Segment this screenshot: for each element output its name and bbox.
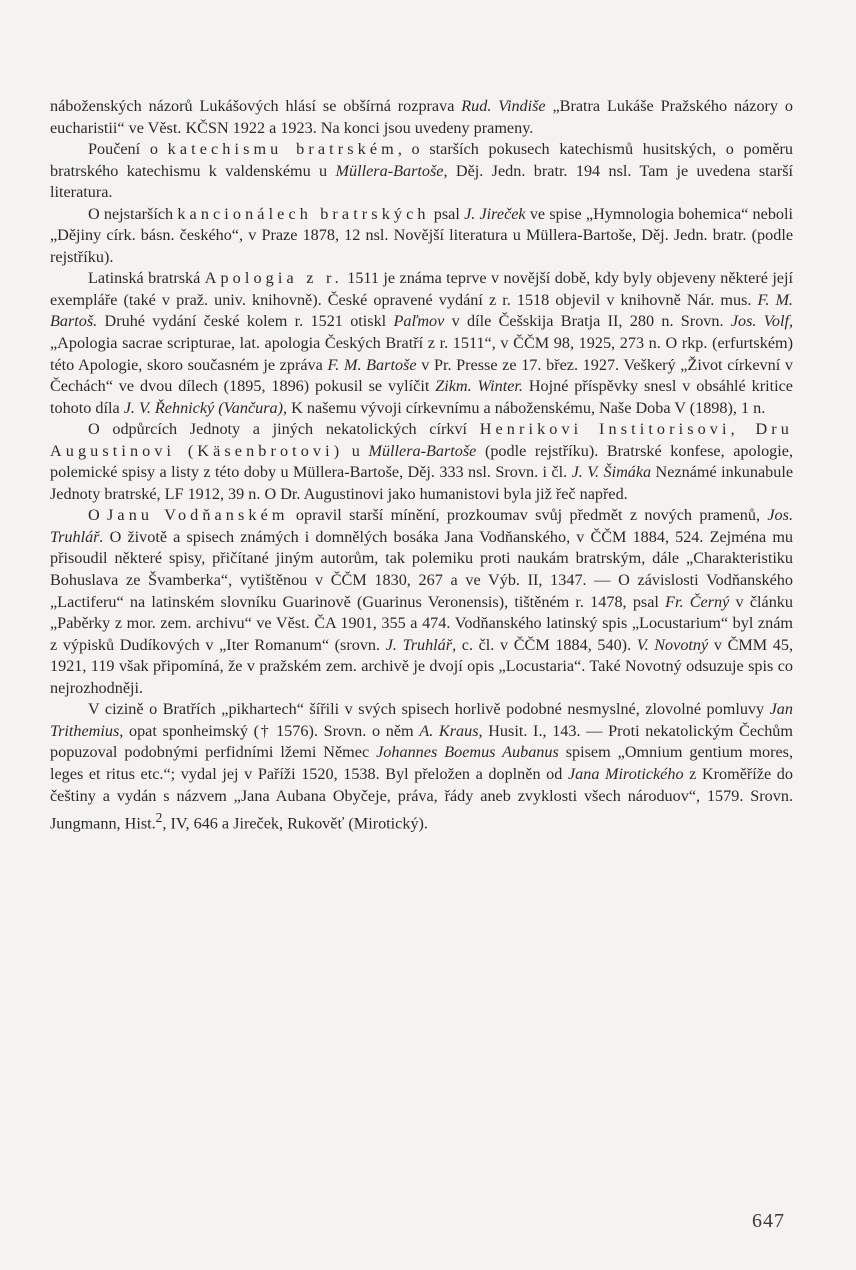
italic-text: Paľmov [393, 312, 445, 331]
text-run: Poučení o [88, 140, 168, 159]
italic-text: J. V. Řehnický (Vančura), [123, 398, 288, 417]
italic-text: Jan Trithemius, [50, 700, 793, 740]
italic-text: A. Kraus, [419, 721, 483, 740]
text-run: v díle Češskija Bratja II, 280 n. Srovn. [444, 312, 731, 331]
text-run: , o starších pokusech katechismů husitských, o poměru bratrského katechismu k valdenskému u [50, 140, 793, 180]
text-run: c. čl. v ČČM 1884, 540). [456, 635, 637, 654]
text-run: 1511 je známa teprve v novější době, kdy byly objeveny některé její exempláře (také v praž. univ. knihovně). České opravené vydání z r. 1518 objevil v knihovně Nár. mus. [50, 269, 793, 309]
italic-text: J. V. Šimáka [571, 463, 652, 482]
italic-text: Zikm. Winter. [435, 377, 523, 396]
text-run: spisem „Omnium gentium mores, leges et ritus etc.“; vydal jej v Paříži 1520, 1538. Byl přeložen a doplněn od [50, 743, 793, 783]
italic-text: Müllera-Bartoše, [335, 161, 448, 180]
text-run: v článku „Paběrky z mor. zem. archivu“ ve Věst. ČA 1901, 355 a 474. Vodňanského latinský spis „Locustarium“ byl znám z výpisků Dudíkových v „Iter Romanum“ (srovn. [50, 592, 793, 654]
spaced-emphasis: kancionálech bratrských [177, 204, 430, 223]
text-run: , IV, 646 a Jireček, Rukověť (Mirotický). [162, 814, 428, 833]
paragraph [50, 204, 793, 269]
text-run: z Kroměříže do češtiny a vydán s názvem „Jana Aubana Obyčeje, práva, řády aneb zvyklosti všech národuov“, 1579. Srovn. Jungmann, Hist. [50, 764, 793, 833]
text-run: V cizině o Bratřích „pikhartech“ šířili v svých spisech horlivě podobné nesmyslné, zlovolné pomluvy [88, 700, 770, 719]
text-run: Neznámé inkunabule Jednoty bratrské, LF 1912, 39 n. O Dr. Augustinovi jako humanistovi byla již řeč napřed. [50, 463, 794, 503]
superscript: 2 [155, 810, 163, 826]
text-run: O [88, 506, 108, 525]
text-run: „Apologia sacrae scripturae, lat. apologia Českých Bratří z r. 1511“, v ČČM 98, 1925, 273 n. O rkp. (erfurtském) této Apologie, skoro současném je zpráva [50, 334, 793, 374]
text-run: Děj. Jedn. bratr. 194 nsl. Tam je uvedena starší literatura. [50, 161, 793, 202]
text-run: „Bratra Lukáše Pražského názory o eucharistii“ ve Věst. KČSN 1922 a 1923. Na konci jsou uvedeny prameny. [50, 97, 793, 137]
text-run: v ČMM 45, 1921, 119 však připomíná, že v pražském zem. archivě je dvojí opis „Locustaria“. Také Novotný odsuzuje spis co nejrozhodněji. [50, 635, 794, 697]
italic-text: Rud. Vindiše [461, 97, 546, 115]
text-run: u [343, 441, 369, 460]
text-run: K našemu vývoji církevnímu a náboženskému, Naše Doba V (1898), 1 n. [287, 398, 766, 417]
text-run: náboženských názorů Lukášových hlásí se obšírná rozprava [50, 97, 462, 115]
italic-text: Jos. Truhlář. [50, 506, 793, 546]
text-run: O nejstarších [88, 204, 178, 223]
paragraph [50, 419, 793, 505]
spaced-emphasis: katechismu bratrském [167, 140, 398, 159]
text-run: opat sponheimský († 1576). Srovn. o něm [123, 721, 420, 740]
text-run: O životě a spisech známých i domnělých bosáka Jana Vodňanského, v ČČM 1884, 524. Zejména mu přisoudil některé spisy, přičítané jiným autorům, tak polemiku proti naukám bratrským, dále „Charakteristiku Bohuslava ze Švamberka“, vytištěnou v ČČM 1830, 267 a ve Výb. II, 1347. — O závislosti Vodňanského „Lactiferu“ na latinském slovníku Guarinově (Guarinus Veronensis), tištěném r. 1478, psal [50, 527, 793, 611]
italic-text: J. Jireček [464, 204, 526, 223]
text-run: Hojné příspěvky snesl v obsáhlé kritice tohoto díla [50, 377, 793, 417]
italic-text: Jana Mirotického [567, 764, 684, 783]
paragraph [50, 96, 793, 139]
text-run: psal [429, 204, 465, 223]
paragraph [50, 139, 793, 204]
italic-text: V. Novotný [636, 635, 709, 654]
spaced-emphasis: Janu Vodňanském [107, 506, 289, 525]
italic-text: F. M. Bartoše [327, 355, 417, 374]
text-run: opravil starší mínění, prozkoumav svůj předmět z nových pramenů, [288, 506, 768, 525]
spaced-emphasis: Apologia z r. [204, 269, 343, 288]
italic-text: Johannes Boemus Aubanus [376, 743, 559, 762]
text-run: Druhé vydání české kolem r. 1521 otiskl [97, 312, 394, 331]
italic-text: Müllera-Bartoše [368, 441, 477, 460]
paragraph [50, 699, 793, 835]
text-run: Latinská bratrská [88, 269, 205, 288]
italic-text: Fr. Černý [665, 592, 730, 611]
page-text [50, 96, 793, 835]
italic-text: Jos. Volf, [730, 312, 794, 331]
spaced-emphasis: Henrikovi Institorisovi, Dru Augustinovi (Käsenbrotovi) [50, 420, 793, 460]
text-run: v Pr. Presse ze 17. břez. 1927. Veškerý „Život církevní v Čechách“ ve dvou dílech (1895, 1896) pokusil se vylíčit [50, 355, 793, 396]
text-run: Husit. I., 143. — Proti nekatolickým Čechům popuzoval podobnými perfidními lžemi Němec [50, 721, 793, 762]
text-run: O odpůrcích Jednoty a jiných nekatolických církví [88, 420, 480, 439]
italic-text: F. M. Bartoš. [50, 290, 793, 331]
text-run: ve spise „Hymnologia bohemica“ neboli „Dějiny círk. básn. českého“, v Praze 1878, 12 nsl. Novější literatura u Müllera-Bartoše, Děj. Jedn. bratr. (podle rejstříku). [50, 204, 793, 266]
text-run: (podle rejstříku). Bratrské konfese, apologie, polemické spisy a listy z této doby u Müllera-Bartoše, Děj. 333 nsl. Srovn. i čl. [50, 441, 794, 482]
paragraph [50, 268, 793, 419]
paragraph [50, 505, 793, 699]
page-number: 647 [752, 1210, 785, 1232]
italic-text: J. Truhlář, [385, 635, 457, 654]
